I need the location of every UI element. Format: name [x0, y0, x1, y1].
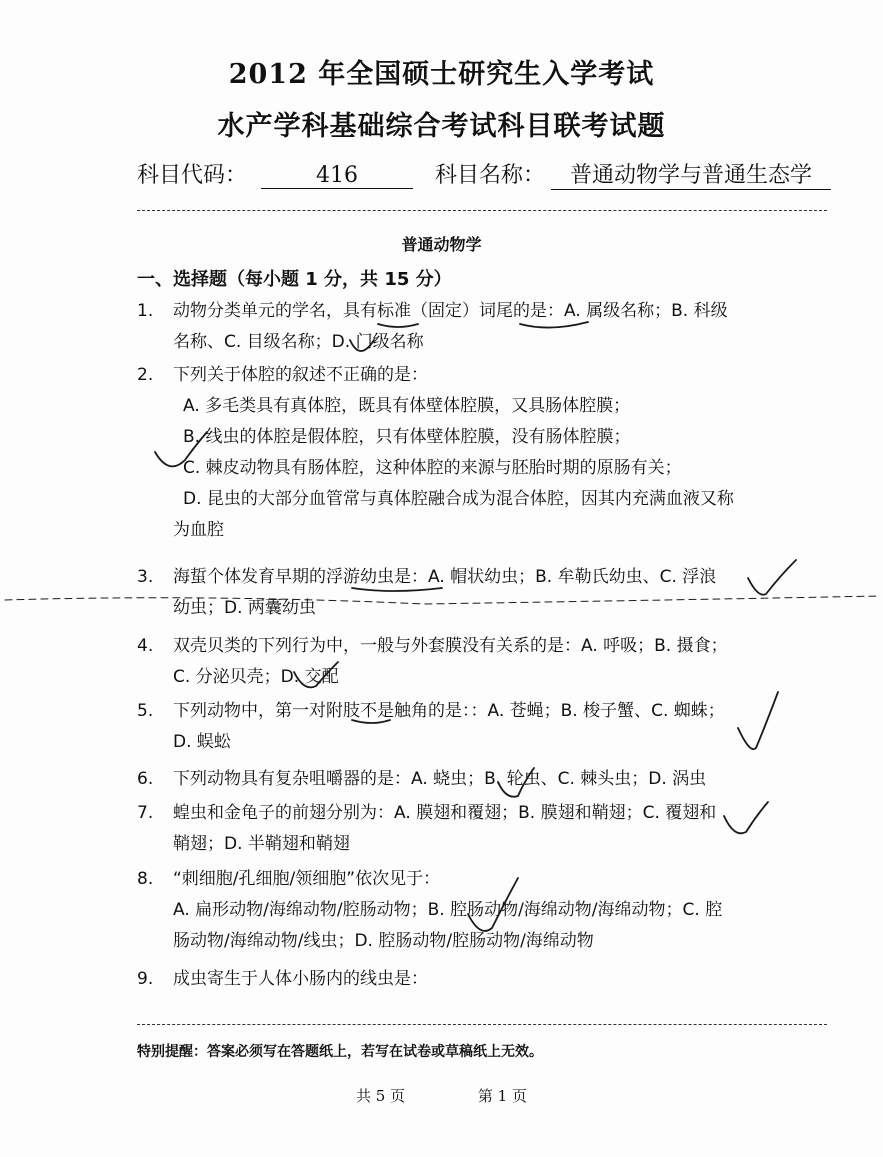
- subject-code-label: 科目代码：: [137, 163, 248, 188]
- question-text: 下列动物中，第一对附肢不是触角的是：：A. 苍蝇；B. 梭子蟹、C. 蜘蛛；: [173, 701, 725, 721]
- question-text-cont: 肠动物/海绵动物/线虫；D. 腔肠动物/腔肠动物/海绵动物: [173, 931, 594, 951]
- pen-check-mark: [498, 768, 534, 797]
- pen-underline-mark: [378, 324, 418, 327]
- special-reminder: 特别提醒：答案必须写在答题纸上，若写在试卷或草稿纸上无效。: [137, 1044, 543, 1060]
- question-number: 2.: [137, 365, 154, 385]
- pen-check-mark: [724, 802, 768, 833]
- pen-underline-mark: [352, 720, 390, 723]
- subject-name-value: 普通动物学与普通生态学: [551, 158, 831, 190]
- question-number: 8.: [137, 869, 154, 889]
- pen-underline-mark: [520, 322, 588, 328]
- question-number: 9.: [137, 969, 154, 989]
- question-text: 双壳贝类的下列行为中，一般与外套膜没有关系的是：A. 呼吸；B. 摄食；: [173, 636, 728, 656]
- question-text: “刺细胞/孔细胞/领细胞”依次见于：: [173, 869, 441, 889]
- question-text-cont: 鞘翅；D. 半鞘翅和鞘翅: [173, 834, 350, 854]
- section-title: 普通动物学: [401, 235, 482, 254]
- question-number: 6.: [137, 769, 154, 789]
- question-text: 海蜇个体发育早期的浮游幼虫是：A. 帽状幼虫；B. 牟勒氏幼虫、C. 浮浪: [173, 567, 717, 587]
- total-pages: 共 5 页: [356, 1087, 406, 1105]
- subject-code-value: 416: [261, 163, 413, 189]
- question-text: 下列动物具有复杂咀嚼器的是：A. 蛲虫；B. 轮虫、C. 棘头虫；D. 涡虫: [173, 769, 707, 789]
- question-text: 下列关于体腔的叙述不正确的是：: [173, 365, 428, 385]
- question-number: 1.: [137, 301, 154, 321]
- question-number: 3.: [137, 567, 154, 587]
- pen-check-mark: [738, 692, 778, 749]
- question-text-cont: 名称、C. 目级名称；D. 门级名称: [173, 332, 424, 352]
- option-a: A. 多毛类具有真体腔，既具有体壁体腔膜，又具肠体腔膜；: [183, 396, 631, 416]
- pen-check-mark: [155, 432, 207, 466]
- pen-check-mark: [468, 878, 518, 931]
- current-page: 第 1 页: [477, 1087, 527, 1105]
- exam-subtitle: 水产学科基础综合考试科目联考试题: [217, 111, 666, 142]
- question-text-cont: 幼虫；D. 两囊幼虫: [173, 598, 316, 618]
- question-number: 5.: [137, 701, 154, 721]
- question-number: 7.: [137, 803, 154, 823]
- subject-name-label: 科目名称：: [435, 163, 546, 188]
- question-text: 蝗虫和金龟子的前翅分别为：A. 膜翅和覆翅；B. 膜翅和鞘翅；C. 覆翅和: [173, 803, 717, 823]
- pen-check-mark: [350, 340, 374, 351]
- pen-check-mark: [748, 560, 796, 595]
- question-text-cont: D. 蜈蚣: [173, 732, 231, 752]
- question-text: 动物分类单元的学名，具有标准（固定）词尾的是：A. 属级名称；B. 科级: [173, 301, 728, 321]
- question-number: 4.: [137, 636, 154, 656]
- pen-underline-mark: [352, 588, 442, 591]
- question-text-cont: A. 扁形动物/海绵动物/腔肠动物；B. 腔肠动物/海绵动物/海绵动物；C. 腔: [173, 900, 723, 920]
- option-b: B. 线虫的体腔是假体腔，只有体壁体腔膜，没有肠体腔膜；: [183, 427, 631, 447]
- pen-stray-line: [5, 596, 880, 604]
- option-c: C. 棘皮动物具有肠体腔，这种体腔的来源与胚胎时期的原肠有关；: [183, 458, 682, 478]
- option-d: D. 昆虫的大部分血管常与真体腔融合成为混合体腔，因其内充满血液又称: [183, 489, 734, 509]
- part-title: 一、选择题（每小题 1 分，共 15 分）: [137, 269, 452, 290]
- question-text-cont: C. 分泌贝壳；D. 交配: [173, 667, 339, 687]
- pen-check-mark: [294, 662, 338, 687]
- option-d-cont: 为血腔: [173, 520, 224, 540]
- exam-title: 2012 年全国硕士研究生入学考试: [228, 59, 655, 90]
- question-text: 成虫寄生于人体小肠内的线虫是：: [173, 969, 428, 989]
